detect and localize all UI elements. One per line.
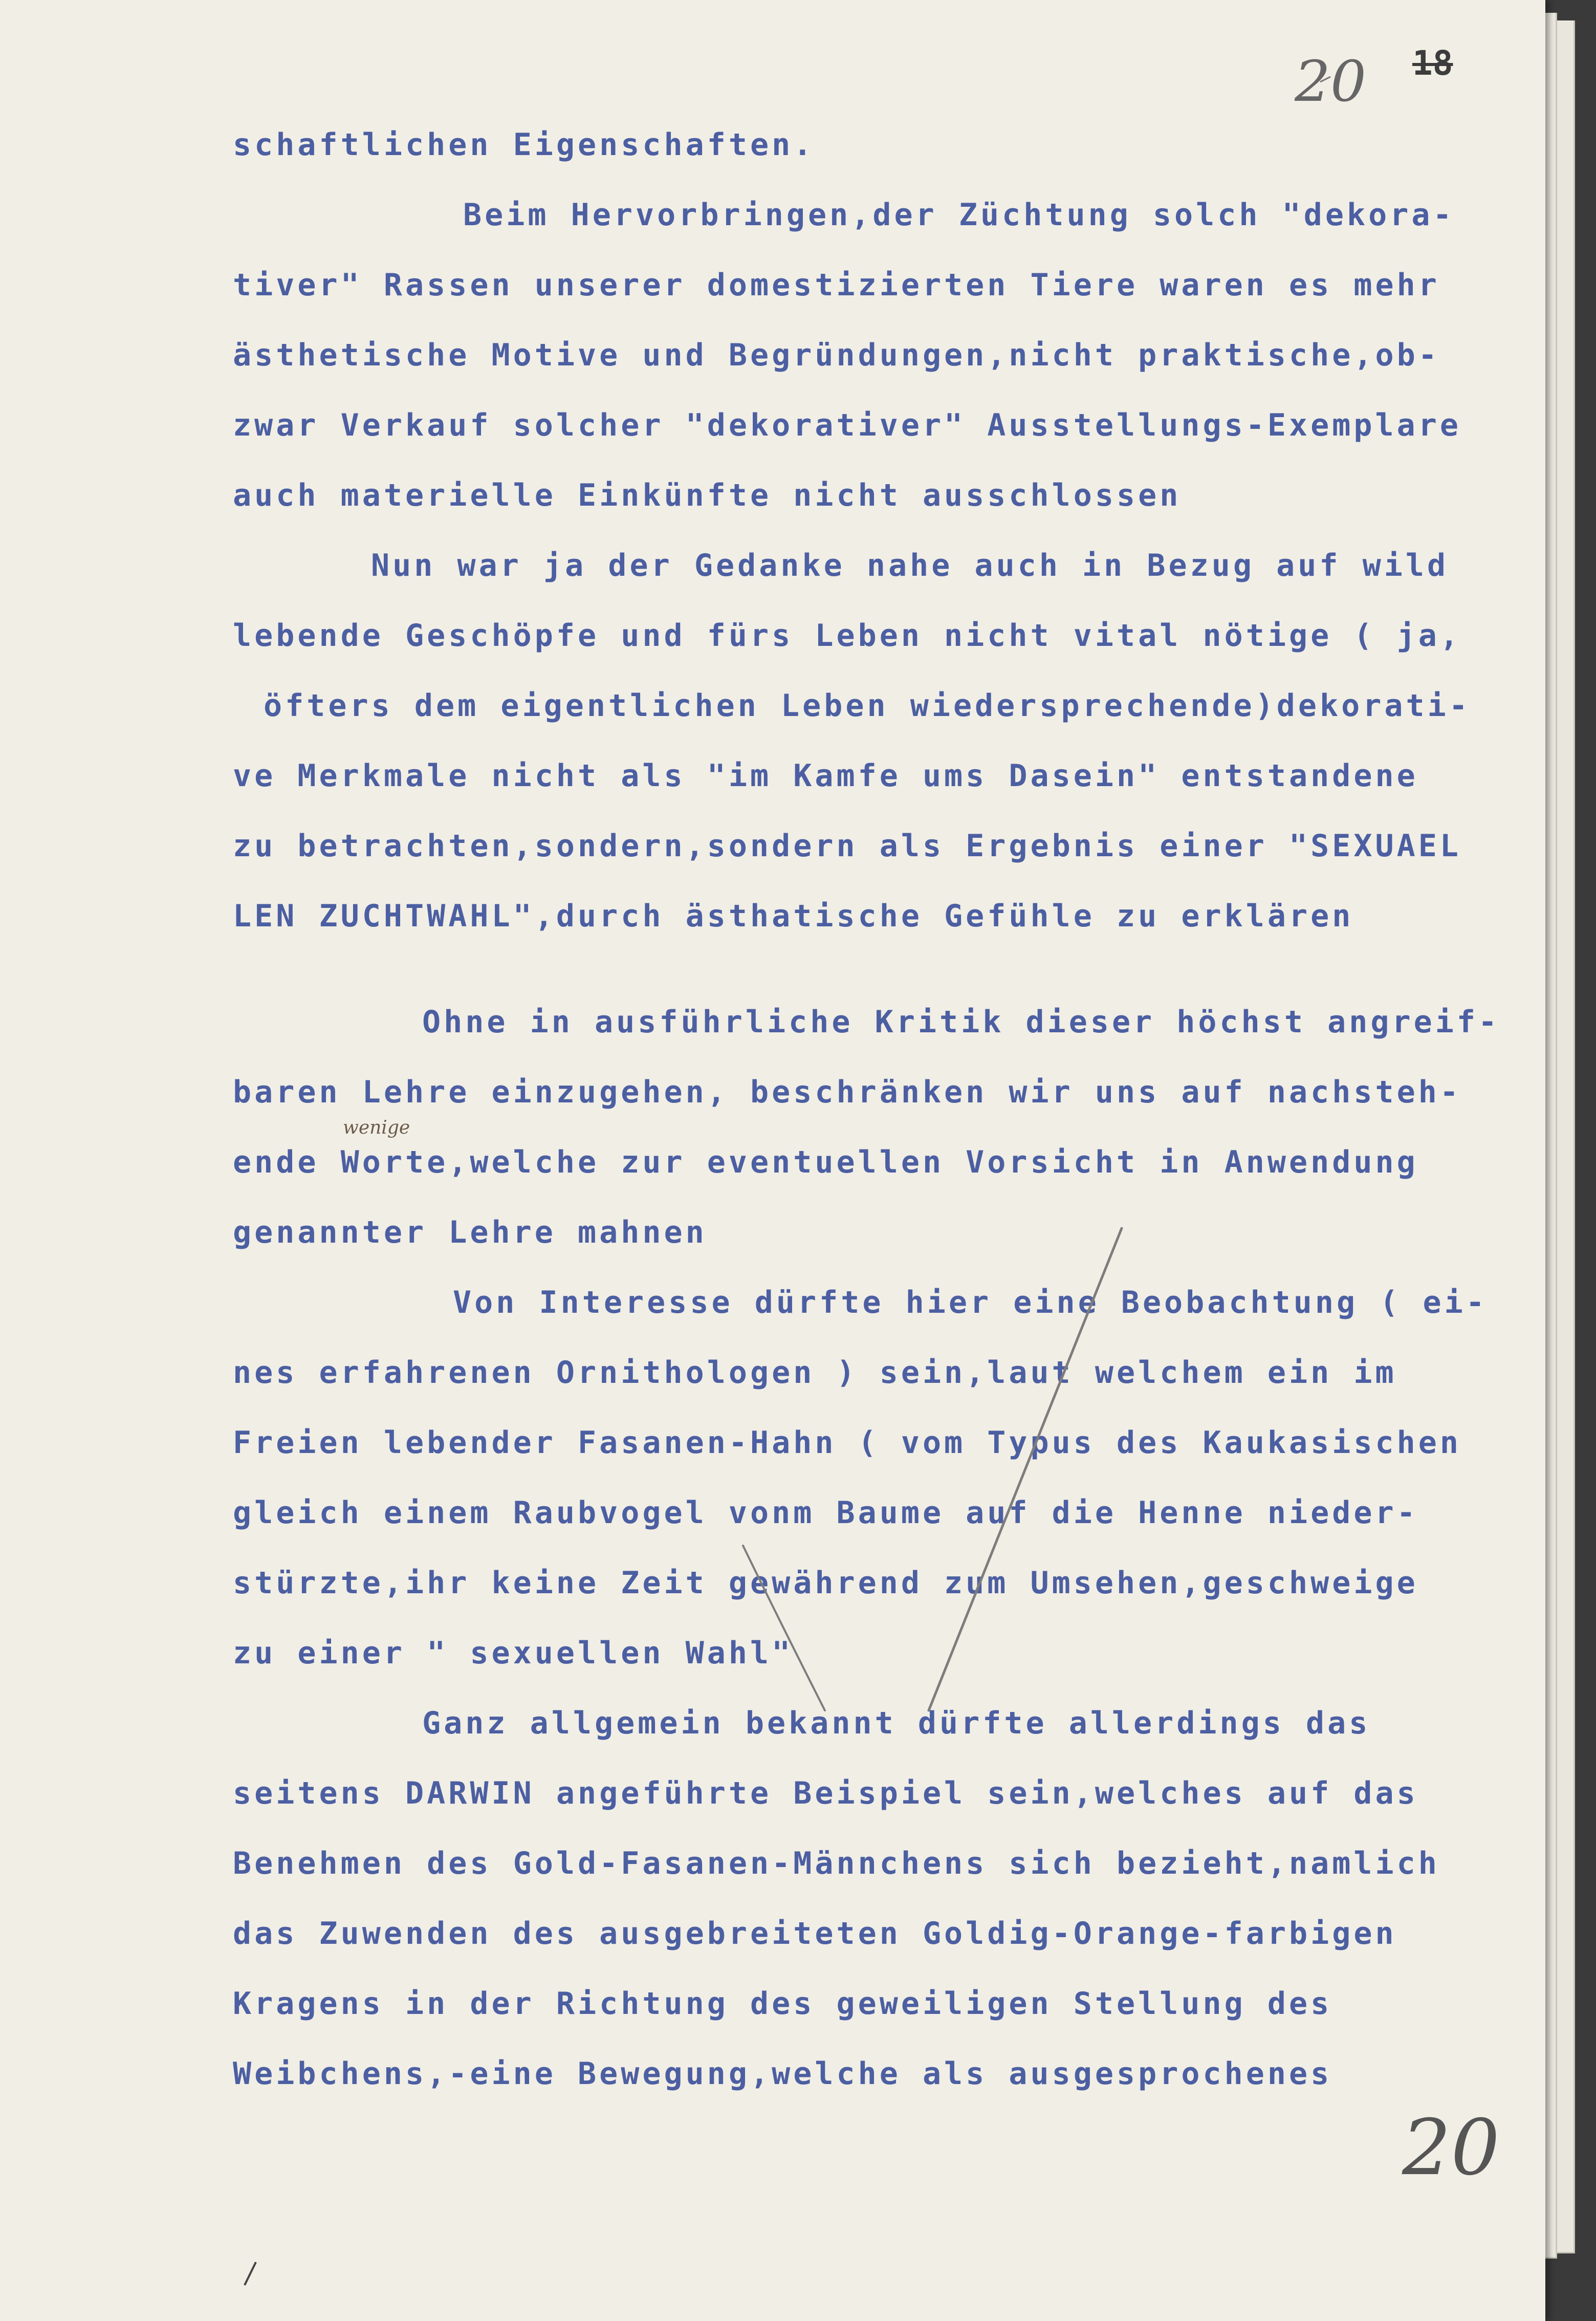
- text-line: Nun war ja der Gedanke nahe auch in Bezug auf wild: [371, 548, 1449, 583]
- text-line: gleich einem Raubvogel vonm Baume auf die Henne nieder-: [233, 1495, 1418, 1531]
- text-line: Ganz allgemein bekannt dürfte allerdings das: [422, 1705, 1371, 1741]
- text-line: ästhetische Motive und Begründungen,nicht praktische,ob-: [233, 337, 1440, 373]
- text-line: ve Merkmale nicht als "im Kamfe ums Dasein" entstandene: [233, 758, 1418, 794]
- text-line: genannter Lehre mahnen: [233, 1214, 707, 1250]
- text-line: tiver" Rassen unserer domestizierten Tiere waren es mehr: [233, 267, 1440, 303]
- pencil-page-number: 20: [1295, 49, 1366, 114]
- text-line: zu einer " sexuellen Wahl": [233, 1635, 794, 1671]
- interlinear-correction: wenige: [343, 1117, 410, 1138]
- text-line: stürzte,ihr keine Zeit gewährend zum Umsehen,geschweige: [233, 1565, 1418, 1601]
- text-line: das Zuwenden des ausgebreiteten Goldig-Orange-farbigen: [233, 1916, 1397, 1951]
- text-line: Benehmen des Gold-Fasanen-Männchens sich bezieht,namlich: [233, 1846, 1440, 1881]
- pencil-diagonal-strike: [929, 1228, 1122, 1710]
- text-line: seitens DARWIN angeführte Beispiel sein,welches auf das: [233, 1775, 1418, 1811]
- text-line: Ohne in ausführliche Kritik dieser höchst angreif-: [422, 1004, 1500, 1040]
- struck-page-number: 18: [1412, 44, 1453, 83]
- text-line: ende Worte,welche zur eventuellen Vorsicht in Anwendung: [233, 1144, 1418, 1180]
- text-line: Von Interesse dürfte hier eine Beobachtung ( ei-: [453, 1285, 1488, 1320]
- text-line: nes erfahrenen Ornithologen ) sein,laut welchem ein im: [233, 1355, 1397, 1391]
- text-line: baren Lehre einzugehen, beschränken wir uns auf nachsteh-: [233, 1074, 1462, 1110]
- text-line: Weibchens,-eine Bewegung,welche als ausgesprochenes: [233, 2056, 1332, 2092]
- text-line: zwar Verkauf solcher "dekorativer" Ausstellungs-Exemplare: [233, 407, 1462, 443]
- text-line: öfters dem eigentlichen Leben wiedersprechende)dekorati-: [264, 688, 1471, 724]
- text-line: Kragens in der Richtung des geweiligen Stellung des: [233, 1986, 1332, 2022]
- pencil-check-stroke: [743, 1546, 825, 1710]
- margin-mark: [245, 2262, 256, 2285]
- text-line: schaftlichen Eigenschaften.: [233, 127, 815, 163]
- pencil-page-number-bottom: 20: [1402, 2103, 1500, 2193]
- text-line: Beim Hervorbringen,der Züchtung solch "dekora-: [463, 197, 1455, 233]
- text-line: lebende Geschöpfe und fürs Leben nicht vital nötige ( ja,: [233, 618, 1462, 654]
- text-line: zu betrachten,sondern,sondern als Ergebnis einer "SEXUAEL: [233, 828, 1462, 864]
- text-line: LEN ZUCHTWAHL",durch ästhatische Gefühle zu erklären: [233, 898, 1354, 934]
- text-line: auch materielle Einkünfte nicht ausschlossen: [233, 478, 1182, 513]
- text-line: Freien lebender Fasanen-Hahn ( vom Typus des Kaukasischen: [233, 1425, 1462, 1461]
- pencil-tick: [1320, 77, 1330, 82]
